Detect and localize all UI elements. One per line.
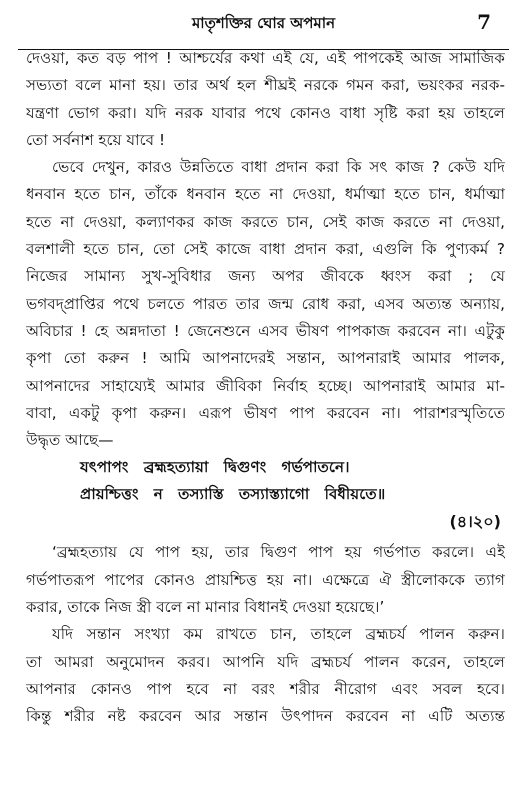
text-line: বাবা, একটু কৃপা করুন। এরূপ ভীষণ পাপ করবেন না। পারাশরস্মৃতিতে bbox=[26, 403, 505, 422]
verse-reference: (৪।২০) bbox=[449, 512, 501, 532]
running-title: মাতৃশক্তির ঘোর অপমান bbox=[191, 14, 336, 32]
verse-translation bbox=[26, 539, 505, 621]
paragraph-1 bbox=[26, 45, 505, 154]
verse-line: যৎপাপং ব্রহ্মহত্যায়া দ্বিগুণং গর্ভপাতনে। bbox=[80, 458, 350, 477]
text-line: কিন্তু শরীর নষ্ট করবেন আর সন্তান উৎপাদন করবেন না এটি অত্যন্ত bbox=[26, 707, 505, 726]
text-line: অবিচার ! হে অন্নদাতা ! জেনেশুনে এসব ভীষণ পাপকাজ করবেন না। এটুকু bbox=[26, 321, 505, 340]
text-line: যদি সন্তান সংখ্যা কম রাখতে চান, তাহলে ব্রহ্মচর্য পালন করুন। bbox=[52, 625, 505, 644]
sanskrit-verse bbox=[26, 454, 505, 535]
text-line: বলশালী হতে চান, তো সেই কাজে বাধা প্রদান করা, এগুলি কি পুণ্যকর্ম ? bbox=[26, 240, 505, 259]
paragraph-closing bbox=[26, 621, 505, 730]
text-line: সভ্যতা বলে মানা হয়। তার অর্থ হল শীঘ্রই নরকে গমন করা, ভয়ংকর নরক- bbox=[26, 76, 505, 95]
text-line: কৃপা তো করুন ! আমি আপনাদেরই সন্তান, আপনারাই আমার পালক, bbox=[26, 349, 505, 368]
page-body bbox=[26, 45, 505, 731]
text-line: নিজের সামান্য সুখ-সুবিধার জন্য অপর জীবকে ধ্বংস করা ; যে bbox=[26, 267, 505, 286]
text-line: ভগবদ্প্রাপ্তির পথে চলতে পারত তার জন্ম রোধ করা, এসব অত্যন্ত অন্যায়, bbox=[26, 294, 505, 313]
text-line: তো সর্বনাশ হয়ে যাবে ! bbox=[26, 130, 166, 149]
verse-line: প্রায়শ্চিত্তং ন তস্যাস্তি তস্যাস্ত্যাগো বিধীয়তে॥ bbox=[80, 485, 386, 504]
text-line: উদ্ধৃত আছে— bbox=[26, 431, 114, 450]
text-line: গর্ভপাতরূপ পাপের কোনও প্রায়শ্চিত্ত হয় না। এক্ষেত্রে ঐ স্ত্রীলোককে ত্যাগ bbox=[26, 570, 505, 589]
text-line: আপনার কোনও পাপ হবে না বরং শরীর নীরোগ এবং সবল হবে। bbox=[26, 679, 505, 698]
text-line: তা আমরা অনুমোদন করব। আপনি যদি ব্রহ্মচর্য পালন করেন, তাহলে bbox=[26, 652, 505, 671]
text-line: ‘ব্রহ্মহত্যায় যে পাপ হয়, তার দ্বিগুণ পাপ হয় গর্ভপাত করলে। এই bbox=[52, 543, 505, 562]
paragraph-2 bbox=[26, 154, 505, 454]
text-line: করার, তাকে নিজ স্ত্রী বলে না মানার বিধানই দেওয়া হয়েছে।’ bbox=[26, 598, 385, 617]
text-line: ধনবান হতে চান, তাঁকে ধনবান হতে না দেওয়া, ধর্মাত্মা হতে চান, ধর্মাত্মা bbox=[26, 185, 505, 204]
text-line: হতে না দেওয়া, কল্যাণকর কাজ করতে চান, সেই কাজ করতে না দেওয়া, bbox=[26, 212, 505, 231]
text-line: যন্ত্রণা ভোগ করা। যদি নরক যাবার পথে কোনও বাধা সৃষ্টি করা হয় তাহলে bbox=[26, 103, 505, 122]
page-header bbox=[0, 12, 527, 40]
text-line: দেওয়া, কত বড় পাপ ! আশ্চর্যের কথা এই যে, এই পাপকেই আজ সামাজিক bbox=[26, 49, 505, 67]
text-line: ভেবে দেখুন, কারও উন্নতিতে বাধা প্রদান করা কি সৎ কাজ ? কেউ যদি bbox=[52, 158, 505, 177]
page-number: 7 bbox=[477, 10, 491, 34]
text-line: আপনাদের সাহায্যেই আমার জীবিকা নির্বাহ হচ্ছে। আপনারাই আমার মা- bbox=[26, 376, 505, 395]
